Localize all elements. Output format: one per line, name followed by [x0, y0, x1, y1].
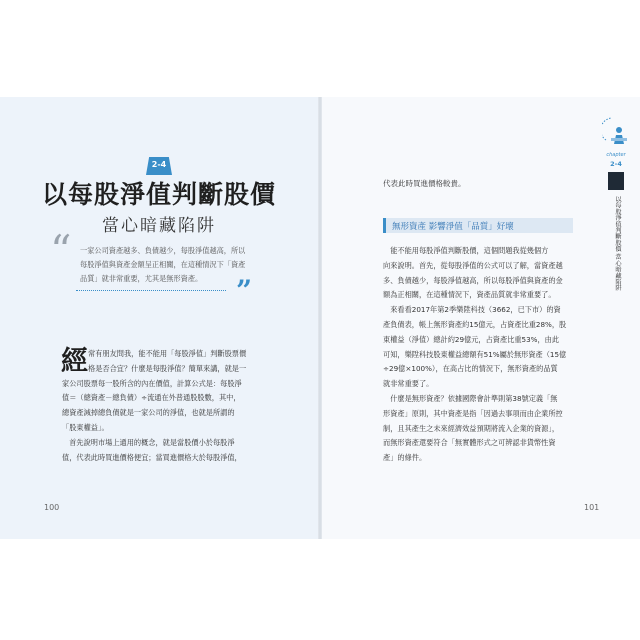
body-line: 額為正相關，在這種情況下，資產品質就非常重要了。: [383, 290, 556, 300]
right-body-text: [383, 244, 579, 466]
body-line: 什麼是無形資產？依據國際會計準則第38號定義「無: [383, 393, 558, 403]
open-quote-icon: “: [50, 226, 72, 275]
chapter-title: 以每股淨值判斷股價: [41, 180, 276, 209]
body-line: 能不能用每股淨值判斷股價，這個問題我從幾個方: [383, 246, 549, 255]
left-body-text: [62, 347, 266, 465]
page-number-right: 101: [584, 503, 600, 512]
section-heading-text: 無形資產 影響淨值「品質」好壞: [392, 222, 514, 232]
body-line: ÷29億×100%），在高占比的情況下，無形資產的品質: [383, 364, 558, 374]
badge-number: 2-4: [151, 160, 167, 169]
body-line: 產負債表，帳上無形資產約15億元，占資產比重28%，股: [383, 319, 567, 329]
side-vertical-title: 以每股淨值判斷股價 當心暗藏陷阱: [614, 196, 621, 291]
body-line: 總資產減掉總負債就是一家公司的淨值，也就是所謂的: [62, 408, 235, 418]
quote-line: 品質」就非常重要，尤其是無形資產。: [80, 274, 203, 283]
body-line: 常有朋友問我，能不能用「每股淨值」判斷股票價: [88, 349, 247, 358]
body-line: 值，代表此時買進價格便宜；當買進價格大於每股淨值，: [62, 452, 242, 462]
body-line: 就非常重要了。: [383, 379, 434, 389]
body-line: 向來說明。首先，從每股淨值的公式可以了解，當資產越: [383, 260, 563, 270]
side-chapter-label: chapter: [606, 152, 626, 158]
continued-text: 代表此時買進價格較貴。: [383, 179, 466, 188]
body-line: 值＝（總資產－總負債）÷流通在外普通股股數，其中，: [62, 393, 241, 403]
book-gutter: [318, 97, 322, 539]
section-heading: [383, 218, 573, 233]
body-line: 首先說明市場上通用的概念，就是當股價小於每股淨: [62, 437, 235, 447]
page-number-left: 100: [44, 503, 60, 512]
body-line: 而無形資產還要符合「無實體形式之可辨認非貨幣性資: [383, 438, 556, 448]
chapter-subtitle: 當心暗藏陷阱: [102, 216, 216, 236]
reading-person-icon: [602, 110, 632, 154]
body-line: 東權益（淨值）總計約29億元，占資產比重53%，由此: [383, 334, 560, 344]
quote-line: 一家公司資產越多、負債越少，每股淨值越高，所以: [80, 246, 246, 255]
body-line: 「股東權益」。: [62, 422, 109, 432]
body-line: 形資產」原則，其中資產是指「因過去事項而由企業所控: [383, 408, 563, 418]
quote-line: 每股淨值與資產金額呈正相關，在這種情況下「資產: [80, 260, 246, 269]
side-chapter-number: 2-4: [610, 160, 622, 168]
quote-divider: [76, 290, 226, 291]
side-tab-marker: [608, 172, 624, 190]
body-line: 格是否合宜？什麼是每股淨值？簡單來講，就是一: [88, 363, 247, 373]
drop-cap: 經: [61, 346, 88, 377]
body-line: 多、負債越少，每股淨值越高，所以每股淨值與資產的金: [383, 275, 563, 285]
body-line: 可知，樂陞科技股東權益總額有51%屬於無形資產（15億: [383, 349, 567, 359]
section-badge: [146, 154, 172, 176]
body-line: 制，且其產生之未來經濟效益預期將流入企業的資源」，: [383, 423, 560, 433]
close-quote-icon: ”: [236, 274, 253, 307]
body-line: 來看看2017年第2季樂陞科技（3662，已下市）的資: [383, 305, 561, 315]
pull-quote: [80, 244, 260, 286]
body-line: 產」的條件。: [383, 453, 427, 463]
body-line: 家公司股票每一股所含的內在價值，計算公式是：每股淨: [62, 378, 242, 388]
